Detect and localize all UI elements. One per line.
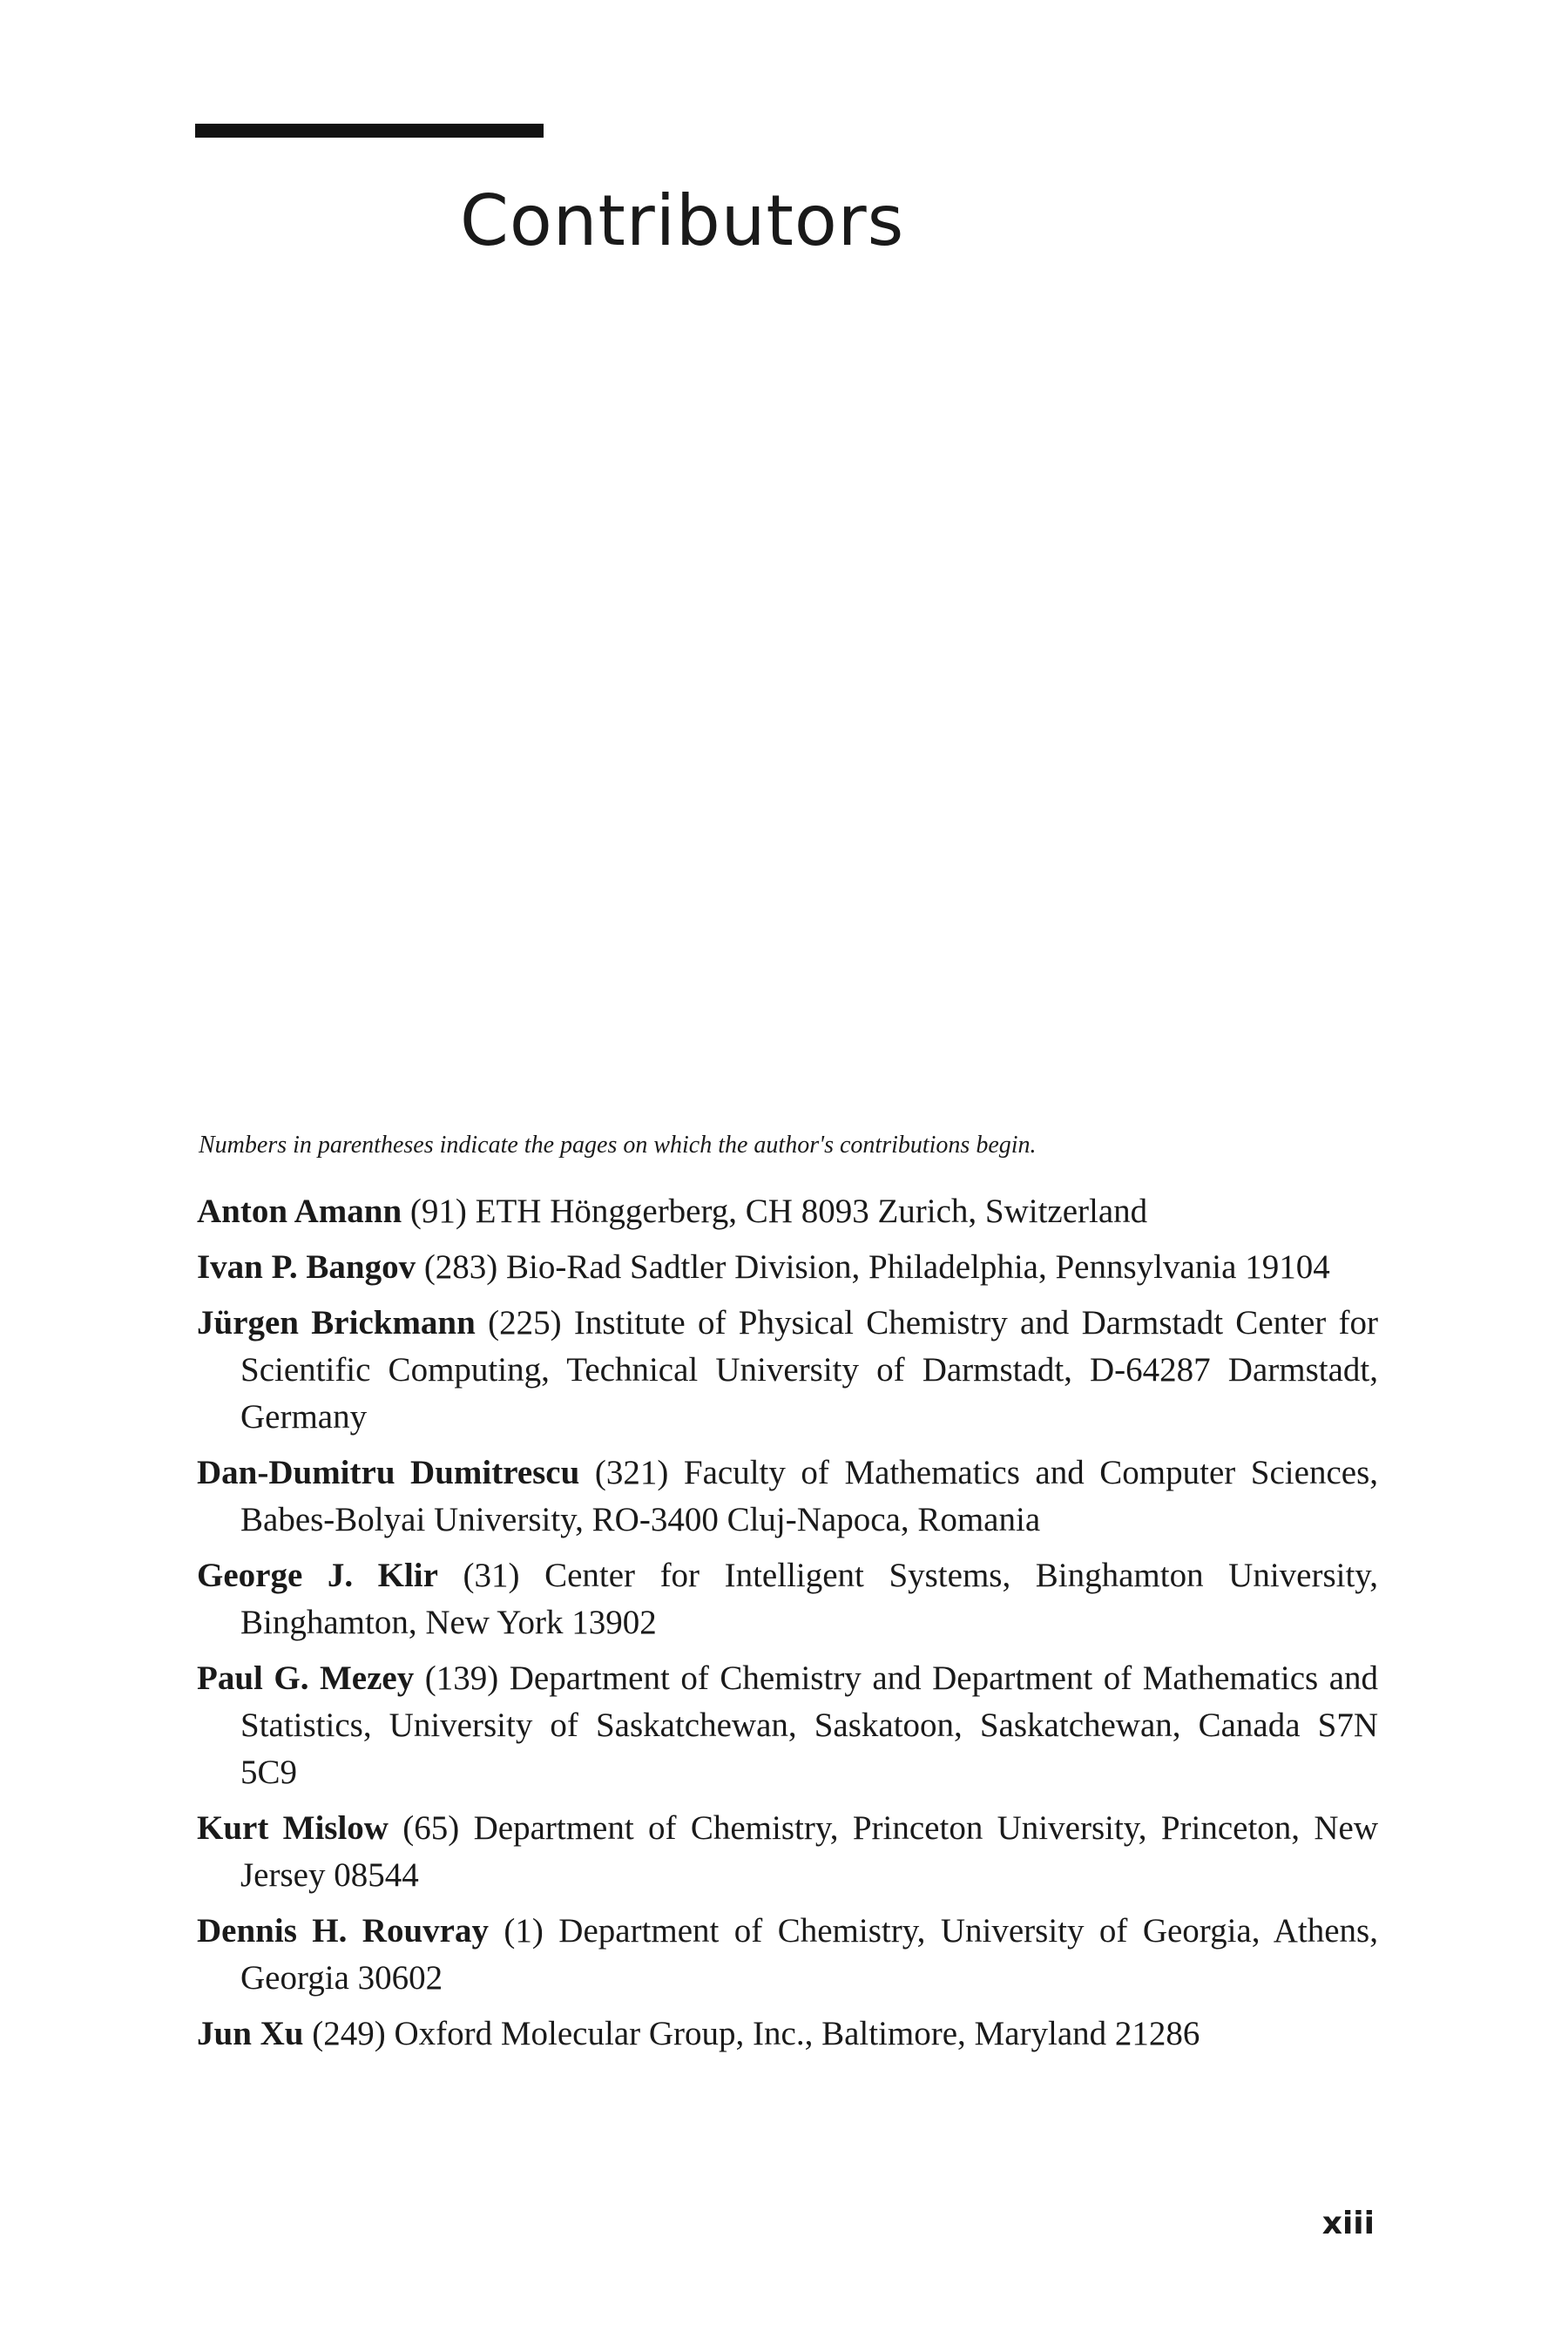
contributor-name: Jun Xu [197,2015,304,2052]
contributor-affiliation: Department of Chemistry and Department of Mathematics and Statistics, University of Saskatchewan, Saskatoon, Saskatchewan, Canada S7N 5C9 [240,1659,1378,1791]
contributor-page: (139) [424,1659,499,1697]
page-title: Contributors [460,180,905,261]
contributor-affiliation: Center for Intelligent Systems, Binghamton University, Binghamton, New York 13902 [240,1557,1379,1641]
contributor-page: (65) [402,1809,460,1847]
contributor-entry [197,1552,1378,1646]
contributor-entry [197,1805,1378,1899]
contributor-list [197,1188,1378,2066]
contributor-page: (225) [488,1304,562,1342]
contributor-name: George J. Klir [197,1557,438,1594]
contributor-page: (321) [594,1454,669,1491]
contributor-affiliation: Faculty of Mathematics and Computer Sciences, Babes-Bolyai University, RO-3400 Cluj-Napoca, Romania [240,1454,1379,1538]
contributor-page: (91) [409,1193,467,1230]
contributor-entry [197,1300,1378,1441]
contributor-name: Anton Amann [197,1193,402,1230]
contributor-affiliation: Oxford Molecular Group, Inc., Baltimore, Maryland 21286 [394,2015,1200,2052]
page-number: xiii [1321,2206,1375,2241]
contributor-affiliation: Department of Chemistry, University of Georgia, Athens, Georgia 30602 [240,1912,1378,1997]
contributor-page: (1) [504,1912,544,1950]
contributor-name: Dennis H. Rouvray [197,1912,489,1950]
contributor-page: (283) [423,1248,498,1286]
contributor-entry [197,1655,1378,1796]
contributor-entry [197,2011,1378,2058]
contributor-affiliation: Department of Chemistry, Princeton University, Princeton, New Jersey 08544 [240,1809,1379,1894]
contributor-affiliation: Bio-Rad Sadtler Division, Philadelphia, Pennsylvania 19104 [506,1248,1330,1286]
contributor-entry [197,1908,1378,2002]
contributor-page: (31) [463,1557,520,1594]
contributor-name: Ivan P. Bangov [197,1248,416,1286]
contributor-page: (249) [312,2015,386,2052]
contributor-affiliation: Institute of Physical Chemistry and Darmstadt Center for Scientific Computing, Technical University of Darmstadt, D-64287 Darmstadt, Germany [240,1304,1379,1436]
contributor-name: Kurt Mislow [197,1809,389,1847]
contributor-entry [197,1244,1378,1291]
page-note: Numbers in parentheses indicate the pages on which the author's contributions begin. [199,1132,1037,1159]
contributor-entry [197,1450,1378,1544]
chapter-rule [195,124,544,138]
contributor-entry [197,1188,1378,1235]
contributor-affiliation: ETH Hönggerberg, CH 8093 Zurich, Switzerland [475,1193,1148,1230]
contributor-name: Dan-Dumitru Dumitrescu [197,1454,580,1491]
contributor-name: Jürgen Brickmann [197,1304,476,1342]
contributor-name: Paul G. Mezey [197,1659,415,1697]
